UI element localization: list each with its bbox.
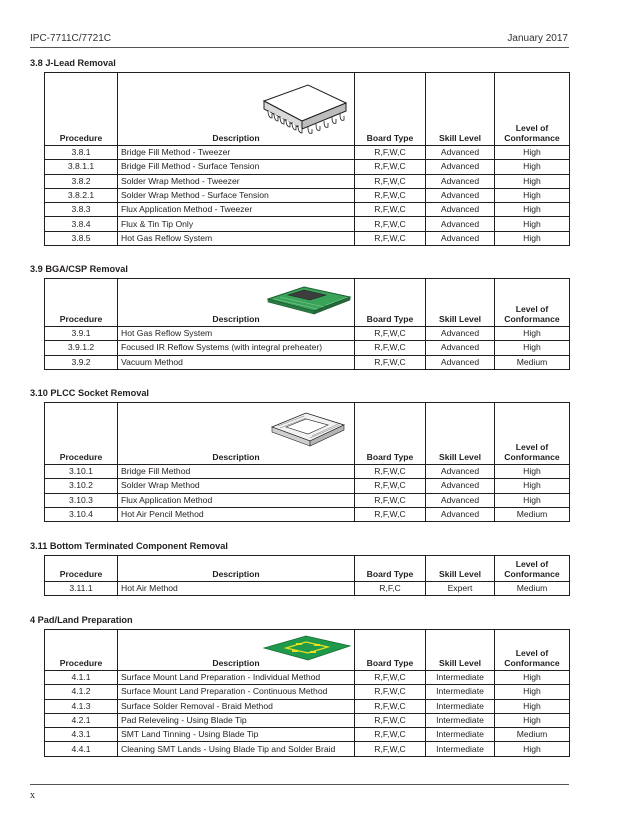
table-row: [45, 479, 570, 493]
description-cell: Bridge Fill Method - Tweezer: [118, 146, 355, 160]
header-procedure: Procedure: [45, 73, 118, 146]
board-type-cell: R,F,W,C: [355, 479, 426, 493]
bga-package-illustration: [264, 283, 352, 317]
skill-level-cell: Expert: [426, 582, 495, 596]
description-cell: Solder Wrap Method: [118, 479, 355, 493]
section-title-jlead: 3.8 J-Lead Removal: [30, 58, 116, 68]
board-type-cell: R,F,W,C: [355, 203, 426, 217]
procedure-cell: 3.8.2: [45, 174, 118, 188]
bga-table: [44, 278, 570, 370]
header-board-type: Board Type: [355, 73, 426, 146]
conformance-cell: High: [495, 699, 570, 713]
header-procedure: Procedure: [45, 556, 118, 582]
description-cell: Flux Application Method - Tweezer: [118, 203, 355, 217]
procedure-cell: 3.8.5: [45, 231, 118, 245]
skill-level-cell: Intermediate: [426, 699, 495, 713]
conformance-cell: Medium: [495, 355, 570, 369]
table-row: [45, 699, 570, 713]
description-cell: Surface Mount Land Preparation - Continuous Method: [118, 685, 355, 699]
footer-rule: [30, 784, 569, 785]
skill-level-cell: Intermediate: [426, 742, 495, 756]
skill-level-cell: Intermediate: [426, 713, 495, 727]
board-type-cell: R,F,W,C: [355, 728, 426, 742]
section-title-btc: 3.11 Bottom Terminated Component Removal: [30, 541, 228, 551]
table-row: [45, 146, 570, 160]
skill-level-cell: Advanced: [426, 160, 495, 174]
procedure-cell: 3.9.1.2: [45, 341, 118, 355]
procedure-cell: 4.1.3: [45, 699, 118, 713]
table-row: [45, 493, 570, 507]
header-board-type: Board Type: [355, 279, 426, 327]
header-skill-level: Skill Level: [426, 403, 495, 465]
header-conformance: Level of Conformance: [495, 73, 570, 146]
section-title-bga: 3.9 BGA/CSP Removal: [30, 264, 128, 274]
header-conformance: Level of Conformance: [495, 403, 570, 465]
conformance-cell: High: [495, 742, 570, 756]
conformance-cell: High: [495, 217, 570, 231]
conformance-cell: High: [495, 174, 570, 188]
skill-level-cell: Advanced: [426, 217, 495, 231]
header-procedure: Procedure: [45, 279, 118, 327]
table-row: [45, 742, 570, 756]
board-type-cell: R,F,W,C: [355, 742, 426, 756]
board-type-cell: R,F,W,C: [355, 217, 426, 231]
conformance-cell: High: [495, 341, 570, 355]
procedure-cell: 4.4.1: [45, 742, 118, 756]
table-row: [45, 160, 570, 174]
description-cell: Flux Application Method: [118, 493, 355, 507]
description-cell: Bridge Fill Method: [118, 465, 355, 479]
procedure-cell: 3.11.1: [45, 582, 118, 596]
conformance-cell: High: [495, 479, 570, 493]
procedure-cell: 3.10.3: [45, 493, 118, 507]
board-type-cell: R,F,W,C: [355, 699, 426, 713]
skill-level-cell: Intermediate: [426, 671, 495, 685]
conformance-cell: High: [495, 188, 570, 202]
procedure-cell: 3.8.1: [45, 146, 118, 160]
procedure-cell: 3.8.4: [45, 217, 118, 231]
plcc-socket-illustration: [268, 409, 348, 449]
conformance-cell: High: [495, 327, 570, 341]
header-board-type: Board Type: [355, 630, 426, 671]
table-row: [45, 355, 570, 369]
conformance-cell: High: [495, 231, 570, 245]
description-cell: Flux & Tin Tip Only: [118, 217, 355, 231]
table-row: [45, 174, 570, 188]
procedure-cell: 3.9.1: [45, 327, 118, 341]
board-type-cell: R,F,W,C: [355, 341, 426, 355]
table-row: [45, 188, 570, 202]
procedure-cell: 4.2.1: [45, 713, 118, 727]
conformance-cell: High: [495, 671, 570, 685]
procedure-cell: 3.8.1.1: [45, 160, 118, 174]
skill-level-cell: Advanced: [426, 479, 495, 493]
btc-table: [44, 555, 570, 596]
header-description: Description: [118, 403, 355, 465]
jlead-table: [44, 72, 570, 246]
table-row: [45, 713, 570, 727]
conformance-cell: High: [495, 465, 570, 479]
table-row: [45, 671, 570, 685]
header-procedure: Procedure: [45, 403, 118, 465]
table-row: [45, 582, 570, 596]
skill-level-cell: Advanced: [426, 231, 495, 245]
header-description: Description: [118, 630, 355, 671]
procedure-cell: 3.8.2.1: [45, 188, 118, 202]
skill-level-cell: Advanced: [426, 203, 495, 217]
description-cell: Surface Mount Land Preparation - Individual Method: [118, 671, 355, 685]
header-procedure: Procedure: [45, 630, 118, 671]
header-description: Description: [118, 279, 355, 327]
procedure-cell: 3.10.4: [45, 507, 118, 521]
conformance-cell: High: [495, 713, 570, 727]
skill-level-cell: Advanced: [426, 341, 495, 355]
board-type-cell: R,F,W,C: [355, 507, 426, 521]
description-cell: Bridge Fill Method - Surface Tension: [118, 160, 355, 174]
header-conformance: Level of Conformance: [495, 279, 570, 327]
header-board-type: Board Type: [355, 403, 426, 465]
board-type-cell: R,F,W,C: [355, 465, 426, 479]
procedure-cell: 4.1.1: [45, 671, 118, 685]
skill-level-cell: Advanced: [426, 188, 495, 202]
conformance-cell: High: [495, 203, 570, 217]
description-cell: Hot Air Method: [118, 582, 355, 596]
header-conformance: Level of Conformance: [495, 556, 570, 582]
document-date: January 2017: [507, 33, 568, 44]
description-cell: Solder Wrap Method - Surface Tension: [118, 188, 355, 202]
skill-level-cell: Advanced: [426, 507, 495, 521]
skill-level-cell: Advanced: [426, 493, 495, 507]
skill-level-cell: Advanced: [426, 146, 495, 160]
document-id: IPC-7711C/7721C: [30, 33, 111, 44]
skill-level-cell: Intermediate: [426, 728, 495, 742]
description-cell: Focused IR Reflow Systems (with integral preheater): [118, 341, 355, 355]
pad-land-table: [44, 629, 570, 757]
skill-level-cell: Advanced: [426, 327, 495, 341]
conformance-cell: Medium: [495, 582, 570, 596]
procedure-cell: 4.1.2: [45, 685, 118, 699]
description-cell: Cleaning SMT Lands - Using Blade Tip and Solder Braid: [118, 742, 355, 756]
board-type-cell: R,F,W,C: [355, 493, 426, 507]
jlead-chip-illustration: [258, 79, 352, 139]
table-row: [45, 507, 570, 521]
board-type-cell: R,F,W,C: [355, 160, 426, 174]
plcc-table: [44, 402, 570, 522]
section-title-pad-land: 4 Pad/Land Preparation: [30, 615, 133, 625]
procedure-cell: 3.8.3: [45, 203, 118, 217]
description-cell: Hot Air Pencil Method: [118, 507, 355, 521]
description-cell: Pad Releveling - Using Blade Tip: [118, 713, 355, 727]
description-cell: Hot Gas Reflow System: [118, 327, 355, 341]
conformance-cell: High: [495, 493, 570, 507]
table-row: [45, 728, 570, 742]
procedure-cell: 3.10.2: [45, 479, 118, 493]
skill-level-cell: Advanced: [426, 355, 495, 369]
section-title-plcc: 3.10 PLCC Socket Removal: [30, 388, 149, 398]
procedure-cell: 3.9.2: [45, 355, 118, 369]
board-type-cell: R,F,W,C: [355, 685, 426, 699]
header-conformance: Level of Conformance: [495, 630, 570, 671]
header-description: Description: [118, 73, 355, 146]
table-row: [45, 231, 570, 245]
header-skill-level: Skill Level: [426, 630, 495, 671]
header-description: Description: [118, 556, 355, 582]
table-row: [45, 341, 570, 355]
board-type-cell: R,F,W,C: [355, 713, 426, 727]
board-type-cell: R,F,W,C: [355, 188, 426, 202]
table-row: [45, 465, 570, 479]
skill-level-cell: Advanced: [426, 174, 495, 188]
conformance-cell: Medium: [495, 507, 570, 521]
description-cell: Solder Wrap Method - Tweezer: [118, 174, 355, 188]
header-rule: [30, 47, 569, 48]
header-skill-level: Skill Level: [426, 279, 495, 327]
conformance-cell: Medium: [495, 728, 570, 742]
table-row: [45, 685, 570, 699]
procedure-cell: 4.3.1: [45, 728, 118, 742]
description-cell: Hot Gas Reflow System: [118, 231, 355, 245]
board-type-cell: R,F,W,C: [355, 231, 426, 245]
skill-level-cell: Advanced: [426, 465, 495, 479]
board-type-cell: R,F,W,C: [355, 174, 426, 188]
header-board-type: Board Type: [355, 556, 426, 582]
board-type-cell: R,F,W,C: [355, 671, 426, 685]
conformance-cell: High: [495, 160, 570, 174]
table-row: [45, 327, 570, 341]
table-row: [45, 217, 570, 231]
board-type-cell: R,F,W,C: [355, 146, 426, 160]
board-type-cell: R,F,W,C: [355, 355, 426, 369]
board-type-cell: R,F,W,C: [355, 327, 426, 341]
description-cell: Surface Solder Removal - Braid Method: [118, 699, 355, 713]
table-row: [45, 203, 570, 217]
skill-level-cell: Intermediate: [426, 685, 495, 699]
header-skill-level: Skill Level: [426, 73, 495, 146]
board-type-cell: R,F,C: [355, 582, 426, 596]
conformance-cell: High: [495, 146, 570, 160]
conformance-cell: High: [495, 685, 570, 699]
description-cell: Vacuum Method: [118, 355, 355, 369]
description-cell: SMT Land Tinning - Using Blade Tip: [118, 728, 355, 742]
procedure-cell: 3.10.1: [45, 465, 118, 479]
header-skill-level: Skill Level: [426, 556, 495, 582]
page-number: x: [30, 790, 35, 801]
